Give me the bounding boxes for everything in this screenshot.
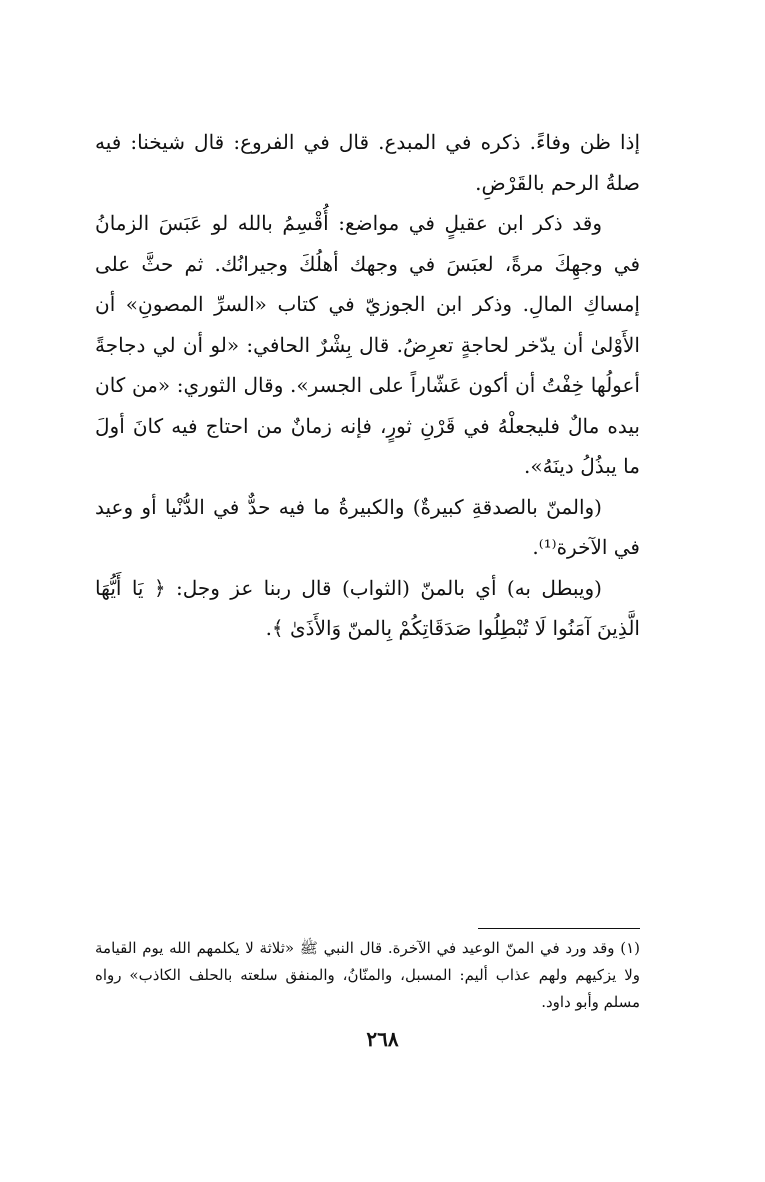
paragraph-1: إذا ظن وفاءً. ذكره في المبدع. قال في الفروع: قال شيخنا: فيه صلةُ الرحم بالقَرْضِ. xyxy=(95,130,640,195)
paragraph-2: وقد ذكر ابن عقيلٍ في مواضع: أُقْسِمُ بالله لو عَبَسَ الزمانُ في وجهِكَ مرةً، لعبَسَ في وجهك أهلُكَ وجيرانُك. ثم حثَّ على إمساكِ المالِ. وذكر ابن الجوزيّ في كتاب «السرِّ المصونِ» أن الأَوْلىٰ أن يدّخر لحاجةٍ تعرِضُ. قال بِشْرٌ الحافي: «لو أن لي دجاجةً أعولُها خِفْتُ أن أكون عَشّاراً على الجسر». وقال الثوري: «من كان بيده مالٌ فليجعلْهُ في قَرْنِ ثورٍ، فإنه زمانٌ من احتاج فيه كانَ أولَ ما يبذُلُ دينَهُ». xyxy=(95,211,640,478)
footnote-divider xyxy=(478,928,640,929)
paragraph-4: (ويبطل به) أي بالمنّ (الثواب) قال ربنا عز وجل: ﴿ يَا أَيُّهَا الَّذِينَ آمَنُوا لَا تُبْطِلُوا صَدَقَاتِكُمْ بِالمنّ وَالأَذَىٰ ﴾. xyxy=(95,575,640,640)
page-number: ٢٦٨ xyxy=(366,1027,399,1051)
paragraph-3: (والمنّ بالصدقةِ كبيرةٌ) والكبيرةُ ما فيه حدٌّ في الدُّنْيا أو وعيد في الآخرة⁽¹⁾. xyxy=(95,494,640,559)
footnote-1: (١) وقد ورد في المنّ الوعيد في الآخرة. قال النبي ﷺ «ثلاثة لا يكلمهم الله يوم القيامة ولا يزكيهم ولهم عذاب أليم: المسبل، والمنّانُ، والمنفق سلعته بالحلف الكاذب» رواه مسلم وأبو داود. xyxy=(95,939,640,1011)
main-text-block xyxy=(95,122,640,649)
footnotes-block xyxy=(95,935,640,1016)
